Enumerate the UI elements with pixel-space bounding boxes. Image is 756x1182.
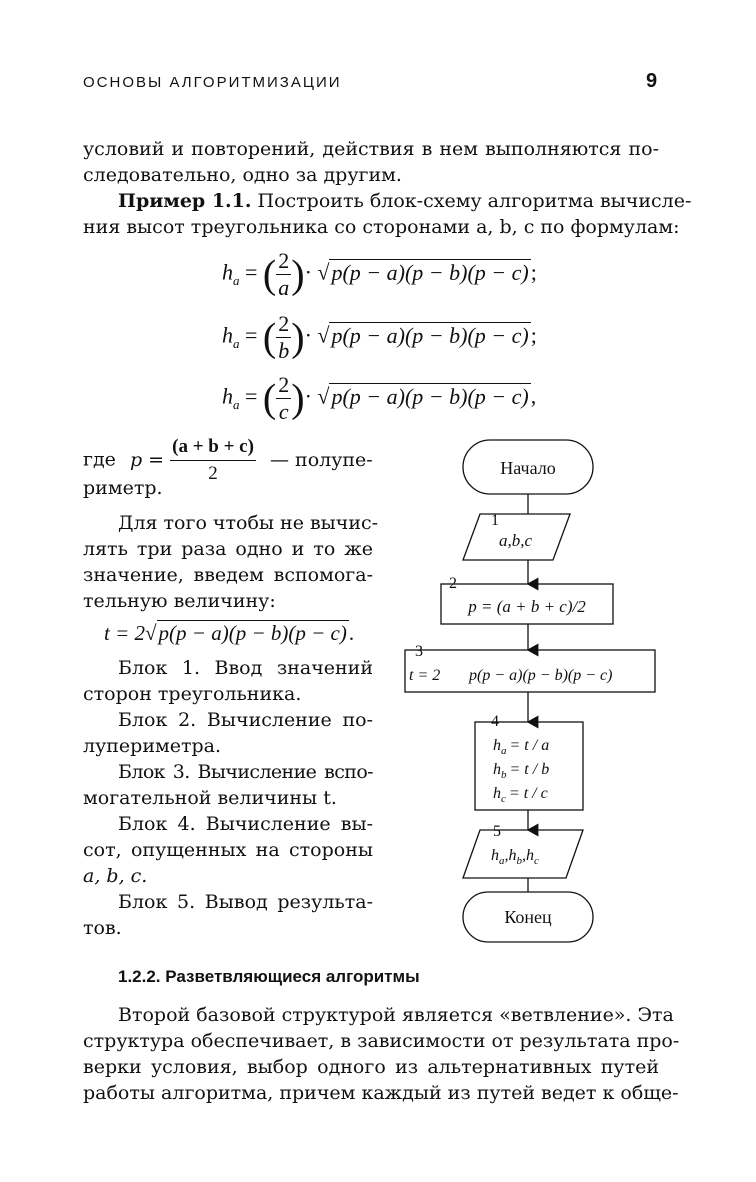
block2-text: p = (a + b + c)/2 (468, 597, 586, 616)
block2-number: 2 (449, 575, 457, 592)
t-formula: t = 2√p(p − a)(p − b)(p − c). (104, 621, 355, 645)
block3-number: 3 (415, 643, 423, 660)
para-line-2: лять три раза одно и то же (83, 538, 373, 560)
block5-text: $h_a,h_b,h_c$ (491, 847, 539, 867)
block4-line-3: $h_c = t / c$ (493, 785, 548, 805)
formula-radicand: p(p − a)(p − b)(p − c) (331, 259, 529, 285)
final-line-1: Второй базовой структурой является «ветвление». Эта (118, 1004, 674, 1026)
block2-line-1: Блок 2. Вычисление по- (118, 709, 373, 731)
formula-den: a (278, 275, 290, 300)
block4-line-2: сот, опущенных на стороны (83, 839, 373, 861)
example-line-1 (118, 190, 692, 212)
block4-line-1: Блок 4. Вычисление вы- (118, 813, 373, 835)
intro-line-2: следовательно, одно за другим. (83, 164, 402, 186)
example-line-2: ния высот треугольника со сторонами a, b, c по формулам: (83, 216, 680, 238)
block1-number: 1 (491, 512, 499, 529)
formula-ha-1: $h_a$ = ( $\frac{2}{a}$ )· √p(p − a)(p − b)(p − c); (222, 248, 537, 300)
final-line-4: работы алгоритма, причем каждый из путей ведет к обще- (83, 1082, 679, 1104)
flowchart (395, 430, 670, 950)
formula-radicand: p(p − a)(p − b)(p − c) (331, 383, 529, 409)
block1-line-2: сторон треугольника. (83, 683, 302, 705)
formula-sub: a (233, 335, 240, 351)
block3-line-1: Блок 3. Вычисление вспо- (118, 761, 373, 783)
block5-line-2: тов. (83, 917, 122, 939)
block4-number: 4 (491, 713, 499, 730)
para-line-1: Для того чтобы не вычис- (118, 512, 379, 534)
block3-prefix: t = 2 (409, 667, 441, 684)
formula-lhs: h (222, 259, 233, 285)
block3-radicand: p(p − a)(p − b)(p − c) (469, 667, 613, 684)
para-line-4: тельную величину: (83, 590, 276, 612)
block4-line-1: $h_a = t / a$ (493, 737, 550, 757)
section-title: 1.2.2. Разветвляющиеся алгоритмы (118, 967, 420, 986)
block5-number: 5 (493, 823, 501, 840)
semi-num: (a + b + c) (170, 434, 256, 461)
formula-ha-2: $h_a$ = ( $\frac{2}{b}$ )· √p(p − a)(p − b)(p − c); (222, 311, 537, 363)
intro-line-1: условий и повторений, действия в нем выполняются по- (83, 138, 659, 160)
formula-lhs: h (222, 322, 233, 348)
semi-den: 2 (208, 463, 218, 484)
block4-line-3: a, b, c. (83, 865, 148, 887)
final-line-3: верки условия, выбор одного из альтернативных путей (83, 1056, 659, 1078)
formula-lhs: h (222, 383, 233, 409)
semi-dash: — полупе- (269, 448, 373, 471)
semi-line-2: риметр. (83, 477, 163, 499)
page-number: 9 (646, 70, 658, 92)
block4-line-2: $h_b = t / b$ (493, 761, 550, 781)
formula-den: c (278, 399, 289, 424)
end-label: Конец (504, 907, 552, 927)
formula-sub: a (233, 396, 240, 412)
block1-line-1: Блок 1. Ввод значений (118, 657, 373, 679)
example-label: Пример 1.1. (118, 190, 252, 212)
running-header: ОСНОВЫ АЛГОРИТМИЗАЦИИ (83, 74, 342, 91)
formula-radicand: p(p − a)(p − b)(p − c) (331, 322, 529, 348)
semi-p-eq: p = (129, 448, 165, 471)
example-line-1-text: Построить блок-схему алгоритма вычисле- (251, 190, 692, 212)
formula-den: b (278, 338, 290, 363)
semi-where: где (83, 448, 116, 471)
block1-text: a,b,c (499, 531, 533, 550)
block5-line-1: Блок 5. Вывод результа- (118, 891, 373, 913)
block2-line-2: лупериметра. (83, 735, 222, 757)
block3-line-2: могательной величины t. (83, 787, 337, 809)
final-line-2: структура обеспечивает, в зависимости от результата про- (83, 1030, 680, 1052)
para-line-3: значение, введем вспомога- (83, 564, 373, 586)
formula-sub: a (233, 272, 240, 288)
formula-ha-3: $h_a$ = ( $\frac{2}{c}$ )· √p(p − a)(p − b)(p − c), (222, 372, 537, 424)
start-label: Начало (500, 458, 556, 478)
